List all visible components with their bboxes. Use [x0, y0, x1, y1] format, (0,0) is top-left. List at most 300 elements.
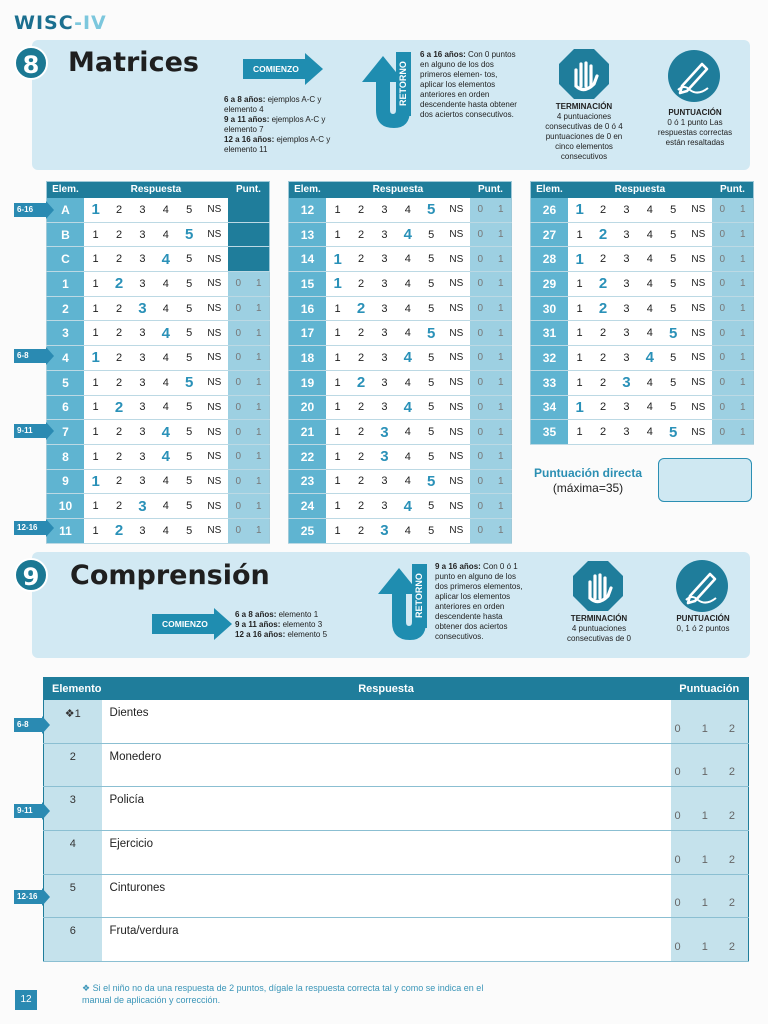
answer-option[interactable]: 5	[177, 296, 200, 321]
score-option[interactable]: 0	[712, 346, 733, 371]
answer-option[interactable]: 5	[177, 444, 200, 469]
answer-option[interactable]: NS	[201, 321, 228, 346]
answer-option[interactable]: 3	[373, 444, 396, 469]
answer-option[interactable]: 4	[638, 420, 661, 445]
answer-option[interactable]: 3	[373, 321, 396, 346]
answer-option[interactable]: 4	[154, 444, 177, 469]
score-option[interactable]: 1	[249, 518, 270, 543]
score-option[interactable]: 1	[733, 247, 754, 272]
answer-option[interactable]: 3	[131, 296, 154, 321]
answer-option[interactable]: 4	[154, 272, 177, 297]
score-option[interactable]: 1	[733, 420, 754, 445]
score-option[interactable]: 1	[249, 469, 270, 494]
answer-option[interactable]: 3	[131, 469, 154, 494]
answer-option[interactable]: 1	[568, 420, 591, 445]
score-option[interactable]: 1	[491, 296, 512, 321]
answer-option[interactable]: 5	[419, 370, 442, 395]
answer-option[interactable]: 1	[326, 444, 349, 469]
answer-option[interactable]: 3	[131, 420, 154, 445]
answer-option[interactable]: 4	[154, 247, 177, 272]
score-option[interactable]: 0	[712, 321, 733, 346]
answer-option[interactable]: 1	[84, 420, 107, 445]
answer-option[interactable]: NS	[685, 222, 712, 247]
score-option[interactable]: 1	[491, 198, 512, 223]
answer-option[interactable]: 4	[396, 518, 419, 543]
answer-option[interactable]: 3	[373, 247, 396, 272]
score-option[interactable]: 1	[491, 222, 512, 247]
answer-option[interactable]: 5	[177, 247, 200, 272]
answer-option[interactable]: 5	[419, 222, 442, 247]
score-option[interactable]: 0	[470, 222, 491, 247]
answer-option[interactable]: 4	[638, 247, 661, 272]
answer-option[interactable]: 2	[591, 272, 614, 297]
answer-option[interactable]: 2	[107, 346, 130, 371]
answer-option[interactable]: 2	[107, 222, 130, 247]
answer-option[interactable]: 2	[591, 321, 614, 346]
answer-option[interactable]: 1	[326, 198, 349, 223]
answer-option[interactable]: 4	[396, 494, 419, 519]
answer-option[interactable]: 2	[591, 222, 614, 247]
answer-option[interactable]: 2	[107, 518, 130, 543]
answer-option[interactable]: 1	[84, 370, 107, 395]
answer-option[interactable]: 2	[349, 518, 372, 543]
answer-option[interactable]: 3	[373, 296, 396, 321]
answer-option[interactable]: NS	[443, 469, 470, 494]
answer-option[interactable]: NS	[201, 518, 228, 543]
answer-option[interactable]: 5	[177, 469, 200, 494]
score-option[interactable]: 1	[249, 272, 270, 297]
answer-option[interactable]: 5	[177, 395, 200, 420]
answer-option[interactable]: 2	[591, 346, 614, 371]
answer-option[interactable]: NS	[685, 321, 712, 346]
answer-option[interactable]: 2	[107, 420, 130, 445]
score-option[interactable]: 1	[491, 469, 512, 494]
score-option[interactable]: 0	[228, 321, 249, 346]
answer-option[interactable]: 3	[131, 395, 154, 420]
score-option[interactable]: 1	[733, 272, 754, 297]
answer-option[interactable]: 3	[373, 346, 396, 371]
answer-option[interactable]: 1	[84, 222, 107, 247]
answer-option[interactable]: 4	[396, 346, 419, 371]
answer-option[interactable]: 2	[591, 247, 614, 272]
answer-option[interactable]: 4	[396, 222, 419, 247]
answer-option[interactable]: NS	[443, 247, 470, 272]
answer-option[interactable]: 4	[154, 518, 177, 543]
answer-option[interactable]: 3	[615, 296, 638, 321]
item-word[interactable]: Ejercicio	[102, 831, 671, 875]
score-option[interactable]: 1	[733, 222, 754, 247]
item-word[interactable]: Cinturones	[102, 874, 671, 918]
answer-option[interactable]: 2	[107, 395, 130, 420]
answer-option[interactable]: 5	[661, 321, 684, 346]
answer-option[interactable]: 3	[131, 222, 154, 247]
answer-option[interactable]: 4	[638, 395, 661, 420]
answer-option[interactable]: 3	[615, 222, 638, 247]
answer-option[interactable]: 3	[615, 420, 638, 445]
answer-option[interactable]: 5	[419, 420, 442, 445]
item-word[interactable]: Policía	[102, 787, 671, 831]
answer-option[interactable]: NS	[443, 420, 470, 445]
answer-option[interactable]: 5	[419, 247, 442, 272]
score-option[interactable]: 0	[228, 469, 249, 494]
answer-option[interactable]: 4	[154, 198, 177, 223]
answer-option[interactable]: 5	[661, 296, 684, 321]
answer-option[interactable]: 1	[326, 395, 349, 420]
answer-option[interactable]: 4	[154, 420, 177, 445]
score-option[interactable]: 0	[470, 444, 491, 469]
answer-option[interactable]: 1	[568, 321, 591, 346]
score-option[interactable]: 0	[712, 395, 733, 420]
answer-option[interactable]: 5	[177, 272, 200, 297]
answer-option[interactable]: NS	[443, 494, 470, 519]
score-option[interactable]: 1	[249, 321, 270, 346]
answer-option[interactable]: 1	[568, 296, 591, 321]
answer-option[interactable]: 2	[349, 272, 372, 297]
score-option[interactable]: 0	[228, 296, 249, 321]
answer-option[interactable]: 5	[419, 518, 442, 543]
answer-option[interactable]: 5	[419, 272, 442, 297]
score-options[interactable]: 0 1 2	[671, 831, 749, 875]
answer-option[interactable]: 1	[84, 494, 107, 519]
answer-option[interactable]: 5	[177, 346, 200, 371]
answer-option[interactable]: 2	[349, 321, 372, 346]
answer-option[interactable]: NS	[201, 469, 228, 494]
answer-option[interactable]: 3	[615, 370, 638, 395]
score-option[interactable]: 0	[228, 518, 249, 543]
answer-option[interactable]: 3	[131, 444, 154, 469]
answer-option[interactable]: 5	[661, 247, 684, 272]
answer-option[interactable]: 1	[84, 518, 107, 543]
answer-option[interactable]: 5	[177, 518, 200, 543]
answer-option[interactable]: NS	[201, 346, 228, 371]
answer-option[interactable]: 1	[326, 346, 349, 371]
answer-option[interactable]: 4	[638, 198, 661, 223]
item-word[interactable]: Dientes	[102, 700, 671, 744]
score-option[interactable]: 1	[733, 370, 754, 395]
answer-option[interactable]: NS	[201, 272, 228, 297]
answer-option[interactable]: NS	[201, 198, 228, 223]
score-options[interactable]: 0 1 2	[671, 874, 749, 918]
score-option[interactable]: 1	[491, 444, 512, 469]
answer-option[interactable]: 2	[591, 420, 614, 445]
score-option[interactable]: 1	[249, 346, 270, 371]
answer-option[interactable]: 1	[84, 346, 107, 371]
answer-option[interactable]: 2	[349, 395, 372, 420]
answer-option[interactable]: NS	[201, 247, 228, 272]
answer-option[interactable]: 3	[131, 370, 154, 395]
answer-option[interactable]: NS	[685, 420, 712, 445]
answer-option[interactable]: 1	[84, 296, 107, 321]
score-option[interactable]: 0	[470, 420, 491, 445]
answer-option[interactable]: 4	[396, 444, 419, 469]
answer-option[interactable]: NS	[443, 272, 470, 297]
score-options[interactable]: 0 1 2	[671, 743, 749, 787]
answer-option[interactable]: 4	[638, 321, 661, 346]
answer-option[interactable]: NS	[685, 296, 712, 321]
answer-option[interactable]: 2	[107, 370, 130, 395]
answer-option[interactable]: 5	[419, 494, 442, 519]
answer-option[interactable]: 5	[661, 346, 684, 371]
answer-option[interactable]: 4	[154, 222, 177, 247]
answer-option[interactable]: 4	[396, 272, 419, 297]
answer-option[interactable]: 4	[154, 296, 177, 321]
answer-option[interactable]: 1	[326, 321, 349, 346]
answer-option[interactable]: 5	[661, 272, 684, 297]
answer-option[interactable]: 4	[396, 420, 419, 445]
answer-option[interactable]: 4	[396, 395, 419, 420]
answer-option[interactable]: 1	[326, 420, 349, 445]
direct-score-box[interactable]	[658, 458, 752, 502]
answer-option[interactable]: 4	[638, 296, 661, 321]
answer-option[interactable]: 5	[177, 420, 200, 445]
answer-option[interactable]: 5	[419, 469, 442, 494]
answer-option[interactable]: NS	[685, 272, 712, 297]
score-option[interactable]: 0	[470, 518, 491, 543]
score-option[interactable]: 0	[228, 494, 249, 519]
score-option[interactable]: 0	[470, 395, 491, 420]
answer-option[interactable]: 2	[591, 198, 614, 223]
answer-option[interactable]: NS	[443, 346, 470, 371]
score-option[interactable]: 1	[249, 444, 270, 469]
answer-option[interactable]: 5	[661, 395, 684, 420]
answer-option[interactable]: 4	[396, 469, 419, 494]
score-option[interactable]: 0	[228, 346, 249, 371]
answer-option[interactable]: 2	[107, 198, 130, 223]
score-option[interactable]: 0	[470, 346, 491, 371]
score-option[interactable]: 1	[733, 198, 754, 223]
answer-option[interactable]: 2	[107, 321, 130, 346]
answer-option[interactable]: NS	[685, 370, 712, 395]
score-option[interactable]: 0	[712, 370, 733, 395]
score-option[interactable]: 0	[470, 247, 491, 272]
answer-option[interactable]: NS	[443, 444, 470, 469]
answer-option[interactable]: 2	[349, 420, 372, 445]
answer-option[interactable]: 3	[615, 272, 638, 297]
answer-option[interactable]: 5	[661, 198, 684, 223]
answer-option[interactable]: NS	[201, 395, 228, 420]
answer-option[interactable]: NS	[443, 370, 470, 395]
answer-option[interactable]: 5	[419, 346, 442, 371]
score-option[interactable]: 1	[491, 518, 512, 543]
answer-option[interactable]: 2	[349, 494, 372, 519]
answer-option[interactable]: 2	[107, 469, 130, 494]
answer-option[interactable]: 1	[568, 272, 591, 297]
answer-option[interactable]: 1	[84, 198, 107, 223]
score-option[interactable]: 1	[491, 321, 512, 346]
score-options[interactable]: 0 1 2	[671, 918, 749, 962]
answer-option[interactable]: NS	[201, 370, 228, 395]
answer-option[interactable]: 1	[84, 272, 107, 297]
answer-option[interactable]: 1	[326, 494, 349, 519]
score-option[interactable]: 0	[470, 494, 491, 519]
score-option[interactable]: 0	[712, 247, 733, 272]
answer-option[interactable]: 4	[638, 346, 661, 371]
score-option[interactable]: 0	[228, 370, 249, 395]
answer-option[interactable]: 1	[84, 247, 107, 272]
answer-option[interactable]: NS	[685, 395, 712, 420]
answer-option[interactable]: 5	[177, 370, 200, 395]
answer-option[interactable]: 1	[84, 444, 107, 469]
answer-option[interactable]: 1	[568, 370, 591, 395]
answer-option[interactable]: 4	[638, 272, 661, 297]
answer-option[interactable]: 3	[615, 395, 638, 420]
answer-option[interactable]: 4	[154, 321, 177, 346]
answer-option[interactable]: 3	[615, 346, 638, 371]
answer-option[interactable]: 1	[326, 222, 349, 247]
score-option[interactable]: 0	[712, 420, 733, 445]
answer-option[interactable]: NS	[443, 395, 470, 420]
score-option[interactable]: 1	[249, 395, 270, 420]
answer-option[interactable]: NS	[685, 247, 712, 272]
item-word[interactable]: Monedero	[102, 743, 671, 787]
answer-option[interactable]: 2	[591, 296, 614, 321]
answer-option[interactable]: 1	[326, 518, 349, 543]
answer-option[interactable]: 2	[349, 444, 372, 469]
answer-option[interactable]: NS	[201, 222, 228, 247]
answer-option[interactable]: 3	[615, 321, 638, 346]
answer-option[interactable]: 2	[107, 494, 130, 519]
answer-option[interactable]: 3	[615, 198, 638, 223]
answer-option[interactable]: 3	[373, 370, 396, 395]
score-options[interactable]: 0 1 2	[671, 787, 749, 831]
answer-option[interactable]: 4	[154, 469, 177, 494]
answer-option[interactable]: 1	[568, 346, 591, 371]
answer-option[interactable]: 1	[568, 395, 591, 420]
answer-option[interactable]: 3	[131, 247, 154, 272]
answer-option[interactable]: 1	[568, 247, 591, 272]
answer-option[interactable]: 1	[84, 395, 107, 420]
answer-option[interactable]: 3	[373, 494, 396, 519]
answer-option[interactable]: 1	[568, 198, 591, 223]
score-option[interactable]: 0	[470, 198, 491, 223]
answer-option[interactable]: 4	[396, 247, 419, 272]
score-option[interactable]: 1	[491, 370, 512, 395]
answer-option[interactable]: 5	[661, 370, 684, 395]
answer-option[interactable]: 2	[349, 469, 372, 494]
score-option[interactable]: 0	[712, 198, 733, 223]
answer-option[interactable]: 5	[177, 321, 200, 346]
score-option[interactable]: 0	[712, 222, 733, 247]
answer-option[interactable]: 4	[154, 346, 177, 371]
answer-option[interactable]: 3	[131, 518, 154, 543]
answer-option[interactable]: 2	[349, 370, 372, 395]
answer-option[interactable]: 5	[177, 494, 200, 519]
answer-option[interactable]: 4	[396, 370, 419, 395]
answer-option[interactable]: NS	[443, 518, 470, 543]
answer-option[interactable]: 3	[373, 420, 396, 445]
answer-option[interactable]: 2	[591, 395, 614, 420]
answer-option[interactable]: 5	[177, 198, 200, 223]
score-option[interactable]: 1	[249, 296, 270, 321]
answer-option[interactable]: 2	[591, 370, 614, 395]
answer-option[interactable]: 2	[349, 346, 372, 371]
score-option[interactable]: 0	[470, 272, 491, 297]
answer-option[interactable]: 1	[326, 272, 349, 297]
answer-option[interactable]: NS	[201, 494, 228, 519]
answer-option[interactable]: 4	[154, 494, 177, 519]
answer-option[interactable]: 3	[131, 494, 154, 519]
score-option[interactable]: 1	[249, 420, 270, 445]
answer-option[interactable]: 5	[661, 222, 684, 247]
answer-option[interactable]: 3	[131, 272, 154, 297]
answer-option[interactable]: NS	[685, 198, 712, 223]
answer-option[interactable]: 1	[84, 469, 107, 494]
answer-option[interactable]: 3	[373, 198, 396, 223]
answer-option[interactable]: 1	[326, 296, 349, 321]
answer-option[interactable]: 5	[177, 222, 200, 247]
score-option[interactable]: 1	[249, 494, 270, 519]
answer-option[interactable]: 1	[326, 247, 349, 272]
score-option[interactable]: 1	[491, 247, 512, 272]
answer-option[interactable]: NS	[685, 346, 712, 371]
answer-option[interactable]: 1	[326, 469, 349, 494]
answer-option[interactable]: 3	[373, 469, 396, 494]
score-option[interactable]: 1	[249, 370, 270, 395]
answer-option[interactable]: 5	[419, 198, 442, 223]
score-option[interactable]: 0	[712, 272, 733, 297]
score-option[interactable]: 1	[491, 346, 512, 371]
score-option[interactable]: 0	[470, 370, 491, 395]
score-option[interactable]: 0	[470, 469, 491, 494]
answer-option[interactable]: NS	[201, 444, 228, 469]
score-option[interactable]: 0	[228, 272, 249, 297]
answer-option[interactable]: 3	[615, 247, 638, 272]
answer-option[interactable]: 3	[131, 321, 154, 346]
answer-option[interactable]: 4	[396, 198, 419, 223]
answer-option[interactable]: 5	[419, 395, 442, 420]
answer-option[interactable]: 5	[419, 296, 442, 321]
answer-option[interactable]: 4	[396, 296, 419, 321]
answer-option[interactable]: 3	[131, 346, 154, 371]
answer-option[interactable]: 4	[154, 370, 177, 395]
score-option[interactable]: 0	[470, 321, 491, 346]
answer-option[interactable]: 1	[84, 321, 107, 346]
answer-option[interactable]: NS	[201, 296, 228, 321]
answer-option[interactable]: 1	[568, 222, 591, 247]
score-option[interactable]: 1	[491, 272, 512, 297]
answer-option[interactable]: NS	[201, 420, 228, 445]
answer-option[interactable]: 3	[373, 518, 396, 543]
answer-option[interactable]: NS	[443, 296, 470, 321]
answer-option[interactable]: 4	[638, 370, 661, 395]
score-option[interactable]: 0	[228, 444, 249, 469]
answer-option[interactable]: 2	[107, 247, 130, 272]
answer-option[interactable]: 3	[373, 272, 396, 297]
answer-option[interactable]: 4	[396, 321, 419, 346]
answer-option[interactable]: 2	[349, 296, 372, 321]
score-option[interactable]: 0	[228, 420, 249, 445]
answer-option[interactable]: 3	[131, 198, 154, 223]
answer-option[interactable]: 4	[154, 395, 177, 420]
answer-option[interactable]: 2	[349, 247, 372, 272]
score-option[interactable]: 1	[733, 395, 754, 420]
item-word[interactable]: Fruta/verdura	[102, 918, 671, 962]
answer-option[interactable]: 2	[107, 296, 130, 321]
answer-option[interactable]: 1	[326, 370, 349, 395]
answer-option[interactable]: 2	[107, 444, 130, 469]
answer-option[interactable]: 2	[107, 272, 130, 297]
score-option[interactable]: 1	[491, 494, 512, 519]
answer-option[interactable]: 3	[373, 395, 396, 420]
answer-option[interactable]: 5	[661, 420, 684, 445]
score-option[interactable]: 1	[491, 420, 512, 445]
answer-option[interactable]: 2	[349, 198, 372, 223]
score-option[interactable]: 1	[733, 346, 754, 371]
answer-option[interactable]: 5	[419, 321, 442, 346]
score-option[interactable]: 0	[470, 296, 491, 321]
answer-option[interactable]: NS	[443, 321, 470, 346]
score-options[interactable]: 0 1 2	[671, 700, 749, 744]
